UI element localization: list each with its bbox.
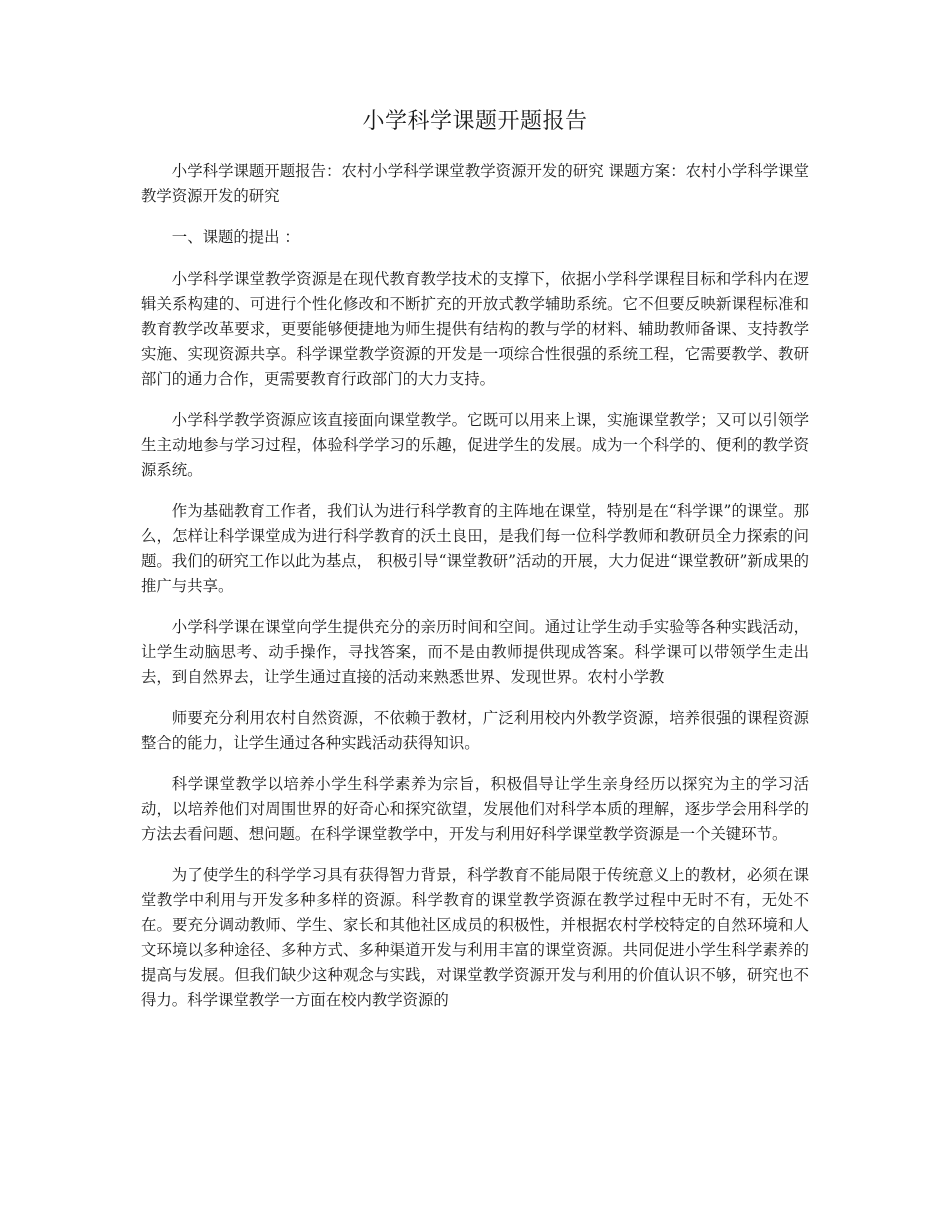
body-paragraph: 作为基础教育工作者，我们认为进行科学教育的主阵地在课堂，特别是在“科学课”的课堂。那么，怎样让科学课堂成为进行科学教育的沃土良田，是我们每一位科学教师和教研员全力探索的问题。我们的研究工作以此为基点， 积极引导“课堂教研”活动的开展，大力促进“课堂教研”新成果的推广与共享。 [141,502,809,595]
body-paragraph: 为了使学生的科学学习具有获得智力背景，科学教育不能局限于传统意义上的教材，必须在课堂教学中利用与开发多种多样的资源。科学教育的课堂教学资源在教学过程中无时不有，无处不在。要充分调动教师、学生、家长和其他社区成员的积极性，并根据农村学校特定的自然环境和人文环境以多种途径、多种方式、多种渠道开发与利用丰富的课堂资源。共同促进小学生科学素养的提高与发展。但我们缺少这种观念与实践，对课堂教学资源开发与利用的价值认识不够，研究也不得力。科学课堂教学一方面在校内教学资源的 [141,866,809,1009]
document-title: 小学科学课题开题报告 [362,109,588,134]
document-body [141,159,809,1029]
body-paragraph: 师要充分利用农村自然资源，不依赖于教材，广泛利用校内外教学资源，培养很强的课程资源整合的能力，让学生通过各种实践活动获得知识。 [141,709,809,752]
body-paragraph: 小学科学课在课堂向学生提供充分的亲历时间和空间。通过让学生动手实验等各种实践活动，让学生动脑思考、动手操作，寻找答案，而不是由教师提供现成答案。科学课可以带领学生走出去，到自然界去，让学生通过直接的活动来熟悉世界、发现世界。农村小学教 [141,618,809,686]
section-heading: 一、课题的提出 ： [171,228,300,246]
intro-paragraph: 小学科学课题开题报告：农村小学科学课堂教学资源开发的研究 课题方案：农村小学科学课堂教学资源开发的研究 [141,162,809,205]
body-paragraph: 科学课堂教学以培养小学生科学素养为宗旨，积极倡导让学生亲身经历以探究为主的学习活动，以培养他们对周围世界的好奇心和探究欲望，发展他们对科学本质的理解，逐步学会用科学的方法去看问题、想问题。在科学课堂教学中，开发与利用好科学课堂教学资源是一个关键环节。 [141,775,809,843]
body-paragraph: 小学科学教学资源应该直接面向课堂教学。它既可以用来上课，实施课堂教学；又可以引领学生主动地参与学习过程，体验科学学习的乐趣，促进学生的发展。成为一个科学的、便利的教学资源系统。 [141,411,809,479]
body-paragraph: 小学科学课堂教学资源是在现代教育教学技术的支撑下，依据小学科学课程目标和学科内在逻辑关系构建的、可进行个性化修改和不断扩充的开放式教学辅助系统。它不但要反映新课程标准和教育教学改革要求，更要能够便捷地为师生提供有结构的教与学的材料、辅助教师备课、支持教学实施、实现资源共享。科学课堂教学资源的开发是一项综合性很强的系统工程，它需要教学、教研部门的通力合作，更需要教育行政部门的大力支持。 [141,270,809,388]
